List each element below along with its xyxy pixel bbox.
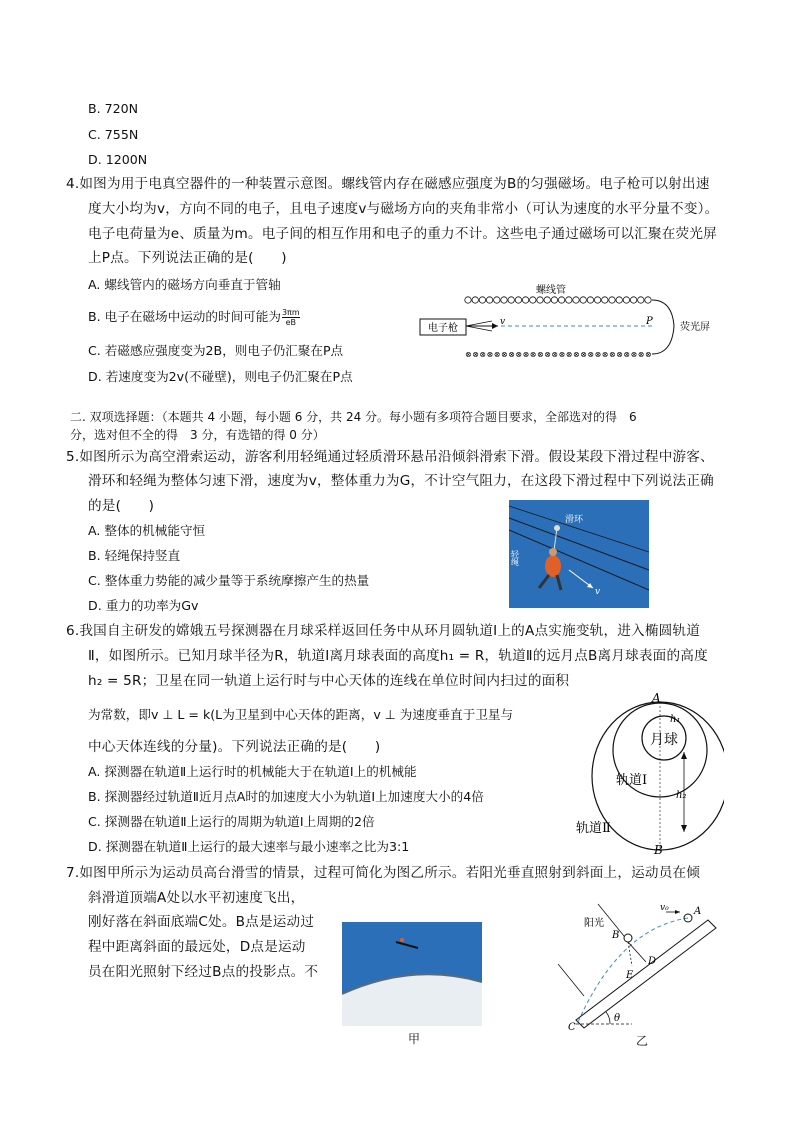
coil-turn-bottom: ⊗	[486, 350, 494, 359]
h2-arrow-bottom	[681, 825, 687, 832]
rider-body	[545, 555, 561, 577]
coil-turn-bottom: ⊗	[616, 350, 623, 359]
coil-turn-bottom: ⊗	[479, 350, 487, 359]
q4-option-d: D. 若速度变为2v(不碰壁)，则电子仍汇聚在P点	[88, 369, 353, 384]
q4-stem-line4: 上P点。下列说法正确的是( )	[88, 250, 287, 266]
q5-option-c: C. 整体重力势能的减少量等于系统摩擦产生的热量	[88, 573, 370, 588]
skier-at-b	[624, 934, 632, 942]
q4-option-a: A. 螺线管内的磁场方向垂直于管轴	[88, 277, 281, 292]
sunlight-label: 阳光	[584, 918, 604, 929]
electron-ray-down	[466, 326, 492, 331]
coil-turn-bottom: ⊗	[465, 350, 472, 359]
q5-zipline-photo	[509, 500, 649, 608]
coil-turn-top	[501, 297, 507, 303]
coil-turn-top	[630, 297, 636, 303]
coil-turn-top	[515, 297, 521, 303]
q6-stem-line5: 中心天体连线的分量)。下列说法正确的是( )	[88, 739, 381, 755]
q4-solenoid-figure	[416, 284, 728, 368]
solenoid-top-coils	[465, 297, 651, 303]
velocity-label: v	[500, 317, 506, 327]
coil-turn-top	[609, 297, 615, 303]
coil-turn-top	[508, 297, 514, 303]
coil-turn-top	[544, 297, 550, 303]
q7-stem-line1: 7.如图甲所示为运动员高台滑雪的情景，过程可简化为图乙所示。若阳光垂直照射到斜面上，运动员在倾	[66, 865, 701, 881]
coil-turn-top	[623, 297, 629, 303]
coil-turn-bottom: ⊗	[501, 350, 508, 359]
coil-turn-bottom: ⊗	[508, 350, 515, 359]
coil-turn-top	[594, 297, 600, 303]
q4-option-b	[88, 308, 301, 327]
coil-turn-bottom: ⊗	[522, 350, 530, 359]
v0-arrowhead	[675, 910, 680, 914]
rope-label: 轻绳	[510, 550, 520, 566]
coil-turn-top	[580, 297, 586, 303]
h2-label: h₂	[676, 790, 687, 801]
coil-turn-bottom: ⊗	[630, 350, 638, 359]
coil-turn-top	[602, 297, 608, 303]
coil-turn-top	[566, 297, 572, 303]
coil-turn-bottom: ⊗	[544, 350, 551, 359]
prev-option-b: B. 720N	[88, 101, 139, 116]
coil-turn-top	[573, 297, 579, 303]
coil-turn-bottom: ⊗	[472, 350, 479, 359]
coil-turn-bottom: ⊗	[529, 350, 537, 359]
point-b-label: B	[654, 843, 663, 857]
coil-turn-bottom: ⊗	[565, 350, 573, 359]
coil-turn-bottom: ⊗	[493, 350, 501, 359]
moon-label: 月球	[650, 732, 678, 748]
section2-heading-line2: 分，选对但不全的得 3 分，有选错的得 0 分）	[70, 428, 325, 442]
electron-gun-label: 电子枪	[428, 323, 458, 334]
q4-option-b-fraction: $\frac{3\pi m}{eB}$	[281, 308, 300, 327]
orbit-1-label: 轨道Ⅰ	[616, 773, 648, 788]
coil-turn-top	[472, 297, 478, 303]
v0-label: v₀	[660, 903, 669, 913]
theta-arc	[606, 1012, 610, 1024]
point-e-label: E	[626, 970, 634, 981]
coil-turn-top	[537, 297, 543, 303]
q6-stem-line4: 为常数，即v ⊥ L = k(L为卫星到中心天体的距离，v ⊥ 为速度垂直于卫星与	[88, 707, 514, 722]
coil-turn-top	[465, 297, 471, 303]
screen-label: 荧光屏	[680, 322, 710, 333]
coil-turn-top	[522, 297, 528, 303]
point-a-label: A	[694, 906, 702, 917]
prev-option-c: C. 755N	[88, 127, 139, 142]
point-d-label: D	[648, 956, 657, 967]
q6-stem-line1: 6.我国自主研发的嫦娥五号探测器在月球采样返回任务中从环月圆轨道Ⅰ上的A点实施变轨，进入椭圆轨道	[66, 623, 700, 639]
q5-stem-line1: 5.如图所示为高空滑索运动，游客利用轻绳通过轻质滑环悬吊沿倾斜滑索下滑。假设某段下滑过程中游客、	[66, 449, 714, 465]
q6-orbit-figure	[574, 688, 724, 858]
velocity-label: v	[595, 587, 601, 597]
q7-stem-line2: 斜滑道顶端A处以水平初速度飞出，	[88, 890, 305, 906]
prev-option-d: D. 1200N	[88, 152, 148, 167]
sunlight-ray-2	[558, 964, 584, 996]
q6-option-c: C. 探测器在轨道Ⅱ上运行的周期为轨道Ⅰ上周期的2倍	[88, 814, 375, 829]
coil-turn-bottom: ⊗	[609, 350, 616, 359]
slope-surface	[576, 920, 716, 1028]
coil-turn-top	[638, 297, 644, 303]
ring-label: 滑环	[565, 515, 584, 525]
q4-stem-line1: 4.如图为用于电真空器件的一种装置示意图。螺线管内存在磁感应强度为B的匀强磁场。电子枪可以射出速	[66, 176, 710, 192]
orbit-2-label: 轨道Ⅱ	[576, 821, 611, 836]
q7-ski-jump-photo	[342, 922, 482, 1026]
point-p-label: P	[646, 316, 653, 327]
q5-option-a: A. 整体的机械能守恒	[88, 523, 206, 538]
coil-turn-bottom: ⊗	[645, 350, 652, 359]
coil-turn-bottom: ⊗	[623, 350, 631, 359]
q7-stem-line5: 员在阳光照射下经过B点的投影点。不	[88, 964, 319, 980]
q6-option-b: B. 探测器经过轨道Ⅱ近月点A时的加速度大小为轨道Ⅰ上加速度大小的4倍	[88, 789, 484, 804]
q5-stem-line3: 的是( )	[88, 498, 155, 514]
coil-turn-top	[551, 297, 557, 303]
point-a-label: A	[652, 691, 661, 705]
q5-stem-line2: 滑环和轻绳为整体匀速下滑，速度为v，整体重力为G，不计空气阻力，在这段下滑过程中下列说法正确	[88, 473, 714, 489]
coil-turn-bottom: ⊗	[573, 350, 580, 359]
coil-turn-bottom: ⊗	[594, 350, 602, 359]
electron-ray-up	[466, 321, 492, 326]
solenoid-bottom-coils	[465, 350, 652, 359]
coil-turn-top	[479, 297, 485, 303]
q6-option-a: A. 探测器在轨道Ⅱ上运行时的机械能大于在轨道Ⅰ上的机械能	[88, 764, 417, 779]
coil-turn-top	[616, 297, 622, 303]
velocity-arrowhead	[492, 323, 498, 329]
coil-turn-top	[558, 297, 564, 303]
q4-stem-line2: 度大小均为v，方向不同的电子，且电子速度v与磁场方向的夹角非常小（可认为速度的水平分量不变）。	[88, 201, 719, 217]
point-c-label: C	[568, 1022, 576, 1030]
caption-yi: 乙	[636, 1034, 649, 1048]
coil-turn-top	[645, 297, 651, 303]
coil-turn-top	[494, 297, 500, 303]
coil-turn-bottom: ⊗	[515, 350, 523, 359]
solenoid-label: 螺线管	[536, 285, 566, 296]
q4-option-b-text: B. 电子在磁场中运动的时间可能为	[88, 309, 281, 324]
section2-heading-line1: 二. 双项选择题：（本题共 4 小题，每小题 6 分，共 24 分。每小题有多项符合题目要求，全部选对的得 6	[70, 410, 637, 424]
q5-option-d: D. 重力的功率为Gv	[88, 598, 199, 613]
h2-arrow-top	[681, 752, 687, 759]
q6-stem-line2: Ⅱ，如图所示。已知月球半径为R，轨道Ⅰ离月球表面的高度h₁ = R，轨道Ⅱ的远月点B离月球表面的高度	[88, 648, 708, 664]
caption-jia: 甲	[408, 1032, 421, 1046]
solenoid-end-screen	[652, 300, 674, 354]
q6-stem-line3: h₂ = 5R；卫星在同一轨道上运行时与中心天体的连线在单位时间内扫过的面积	[88, 673, 570, 689]
q4-stem-line3: 电子电荷量为e、质量为m。电子间的相互作用和电子的重力不计。这些电子通过磁场可以汇聚在荧光屏	[88, 226, 717, 242]
coil-turn-bottom: ⊗	[551, 350, 559, 359]
h1-label: h₁	[670, 714, 681, 725]
q5-option-b: B. 轻绳保持竖直	[88, 548, 181, 563]
coil-turn-bottom: ⊗	[580, 350, 587, 359]
coil-turn-bottom: ⊗	[601, 350, 609, 359]
coil-turn-bottom: ⊗	[558, 350, 566, 359]
rider-head	[549, 548, 557, 556]
theta-label: θ	[614, 1013, 621, 1024]
coil-turn-bottom: ⊗	[637, 350, 645, 359]
q7-slope-diagram	[540, 900, 720, 1030]
orbit-2-ellipse	[592, 702, 724, 850]
q7-stem-line4: 程中距离斜面的最远处，D点是运动	[88, 939, 306, 955]
coil-turn-bottom: ⊗	[537, 350, 544, 359]
coil-turn-top	[486, 297, 492, 303]
coil-turn-top	[587, 297, 593, 303]
coil-turn-top	[530, 297, 536, 303]
q6-option-d: D. 探测器在轨道Ⅱ上运行的最大速率与最小速率之比为3:1	[88, 839, 410, 854]
q4-option-c: C. 若磁感应强度变为2B，则电子仍汇聚在P点	[88, 343, 344, 358]
skier-helmet	[400, 938, 404, 942]
point-b-label: B	[612, 930, 620, 941]
q7-stem-line3: 刚好落在斜面底端C处。B点是运动过	[88, 914, 315, 930]
coil-turn-bottom: ⊗	[587, 350, 595, 359]
